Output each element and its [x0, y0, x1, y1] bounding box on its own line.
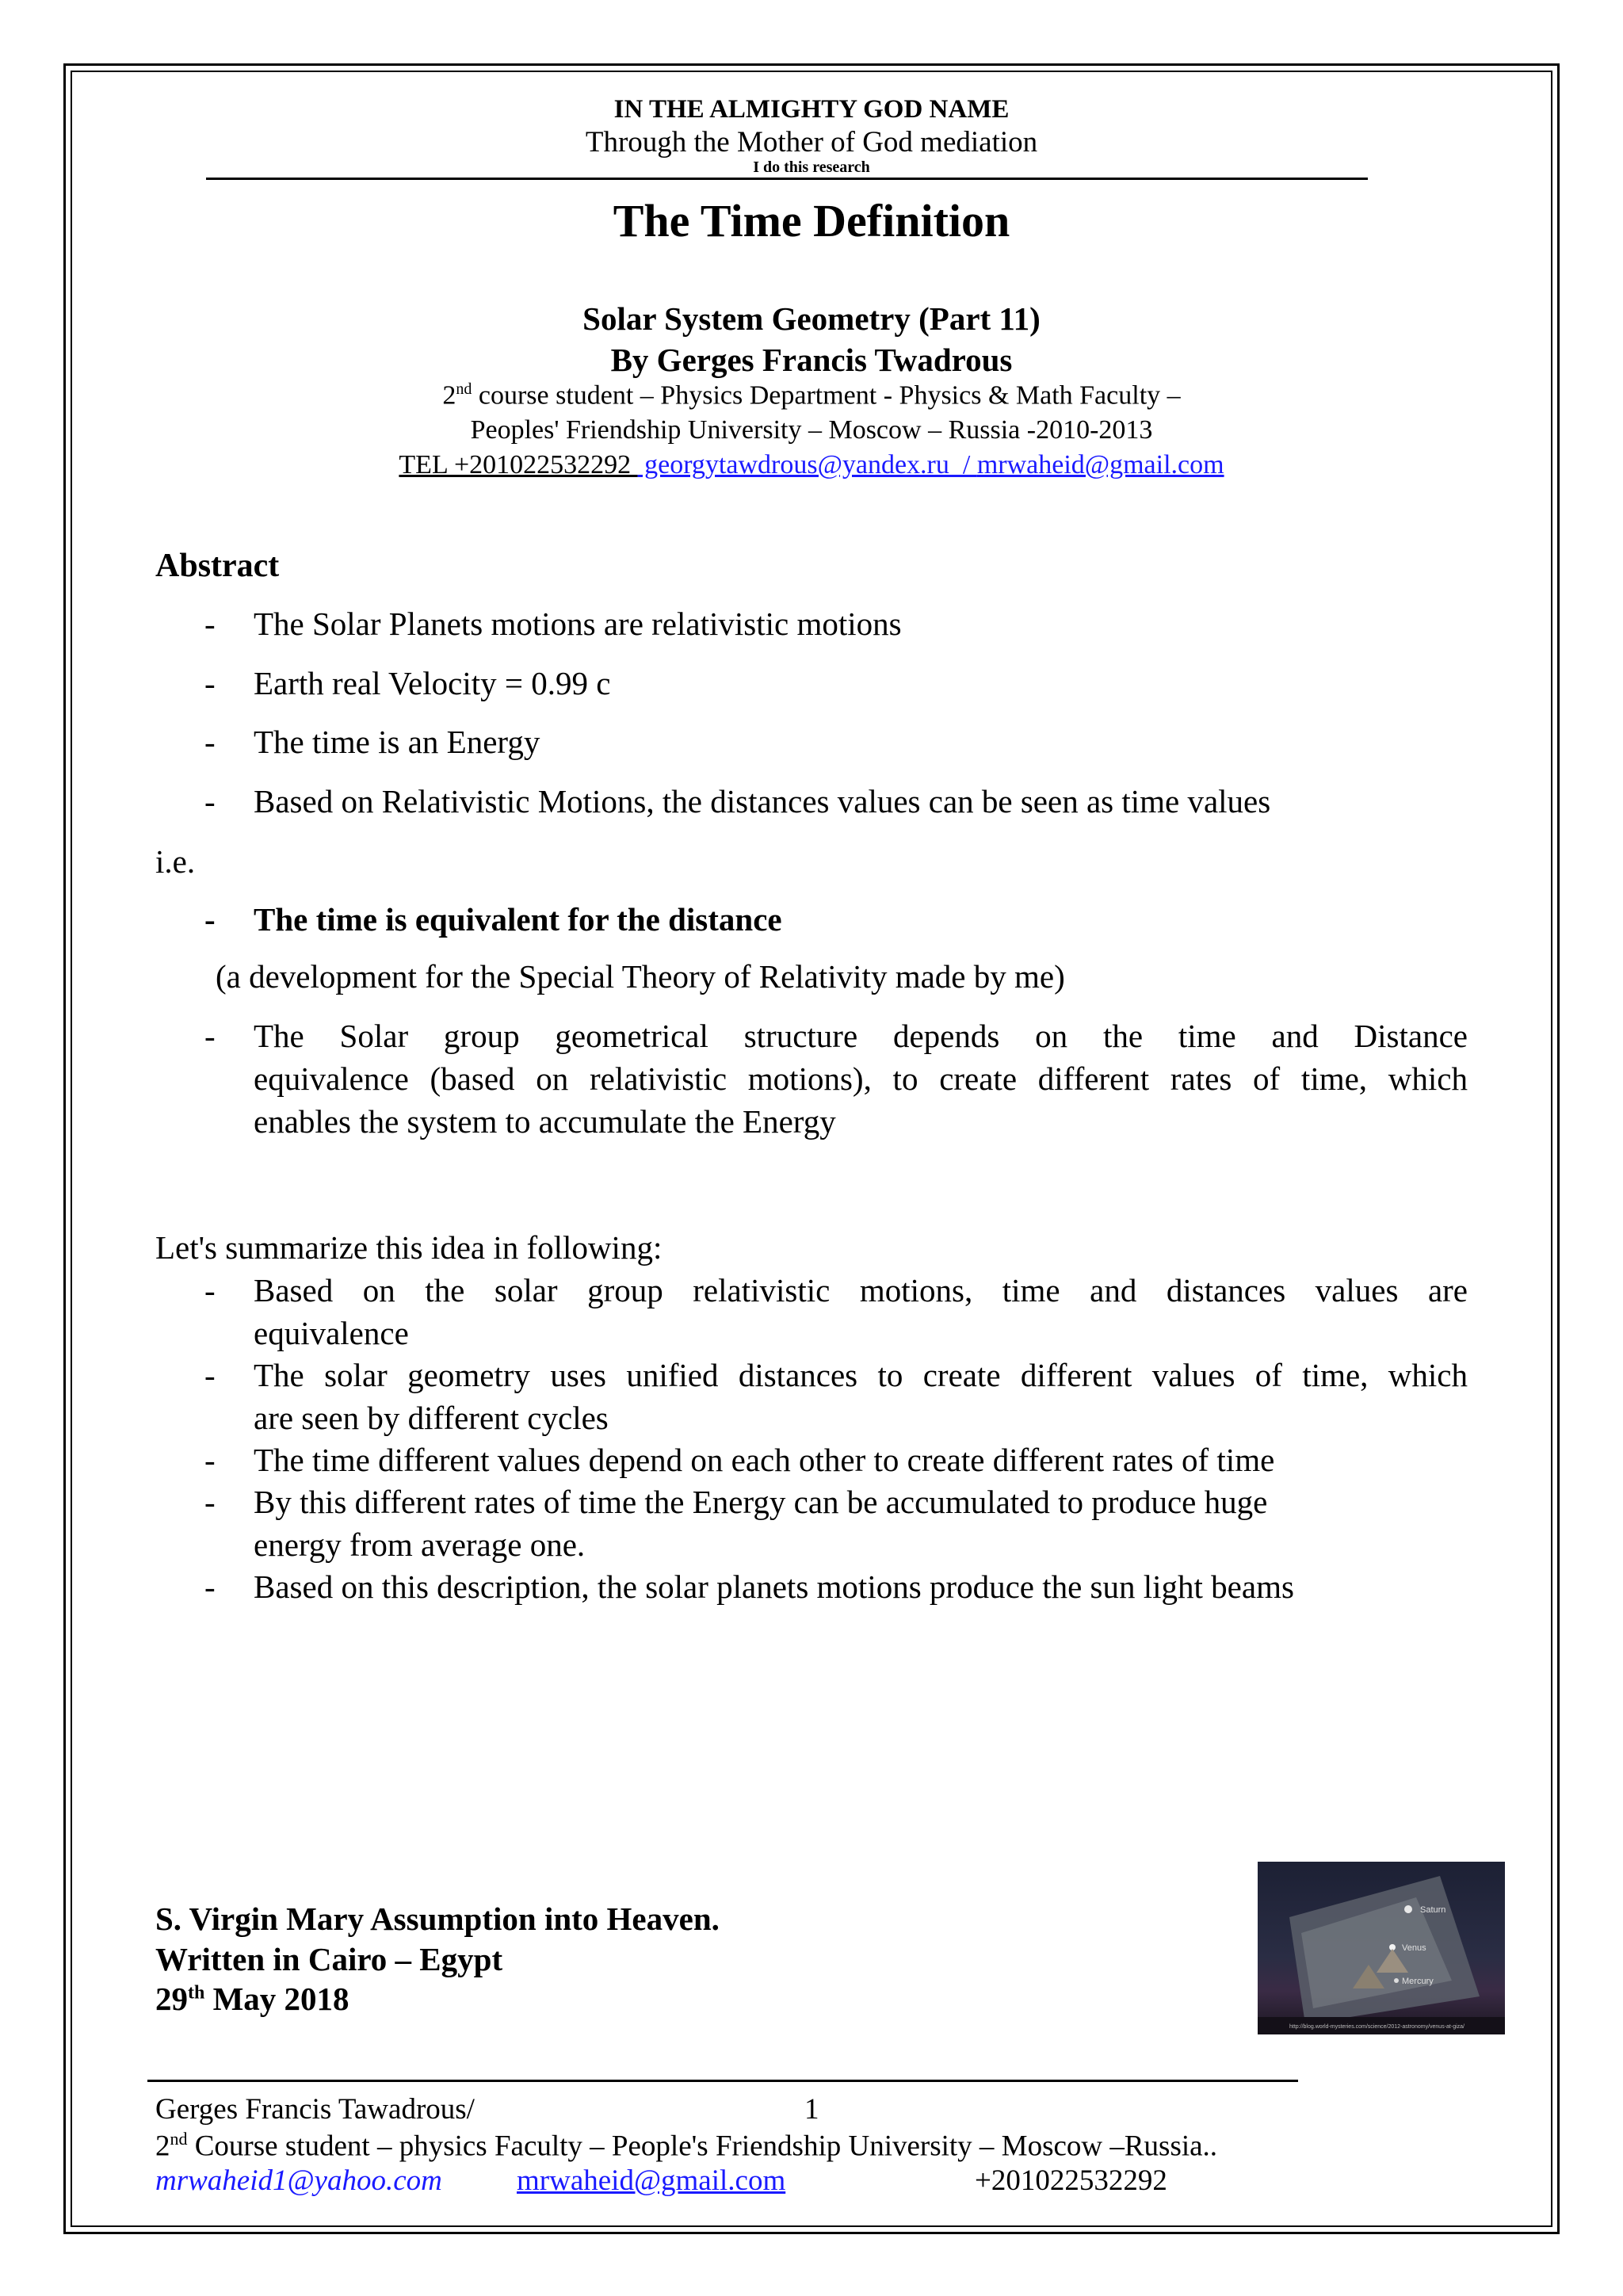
email-gmail-link[interactable]: mrwaheid@gmail.com — [976, 450, 1224, 479]
course-line: 2nd course student – Physics Department - Physics & Math Faculty – — [442, 380, 1181, 411]
footer-email-gmail[interactable]: mrwaheid@gmail.com — [517, 2164, 786, 2197]
university-line: Peoples' Friendship University – Moscow – Russia -2010-2013 — [470, 415, 1153, 445]
page-number: 1 — [804, 2093, 819, 2126]
relativity-note: (a development for the Special Theory of Relativity made by me) — [216, 958, 1065, 995]
footer-author: Gerges Francis Tawadrous/ — [155, 2093, 475, 2126]
author-line: By Gerges Francis Twadrous — [610, 342, 1013, 378]
footer-email-yahoo[interactable]: mrwaheid1@yahoo.com — [155, 2164, 442, 2197]
footer-rule — [147, 2080, 1298, 2082]
label-venus: Venus — [1402, 1943, 1426, 1953]
label-mercury: Mercury — [1402, 1977, 1434, 1986]
tel-text: TEL +201022532292 — [399, 450, 638, 479]
signoff-line1: S. Virgin Mary Assumption into Heaven. — [155, 1901, 720, 1937]
header-research-note: I do this research — [753, 159, 870, 176]
ie-text: i.e. — [155, 843, 196, 880]
contact-line — [206, 450, 1417, 480]
photo-illustration — [1258, 1862, 1505, 2034]
header-mediation: Through the Mother of God mediation — [585, 126, 1038, 159]
summary-heading: Let's summarize this idea in following: — [155, 1229, 663, 1266]
signoff-line2: Written in Cairo – Egypt — [155, 1941, 503, 1977]
footer-phone: +201022532292 — [975, 2164, 1167, 2197]
solar-planets-photo — [1258, 1862, 1505, 2034]
series-title: Solar System Geometry (Part 11) — [582, 300, 1041, 337]
signoff-date: 29th May 2018 — [155, 1981, 349, 2017]
label-saturn: Saturn — [1420, 1905, 1446, 1915]
footer-course: 2nd Course student – physics Faculty – People's Friendship University – Moscow –Russia.. — [155, 2129, 1218, 2163]
header-rule — [206, 178, 1368, 180]
email-yandex-link[interactable]: georgytawdrous@yandex.ru / — [637, 450, 977, 479]
page-title: The Time Definition — [613, 195, 1010, 246]
header-dedication: IN THE ALMIGHTY GOD NAME — [613, 95, 1010, 124]
abstract-heading: Abstract — [155, 548, 280, 584]
photo-caption: http://blog.world-mysteries.com/science/2012-astronomy/venus-at-giza/ — [1289, 2024, 1465, 2030]
